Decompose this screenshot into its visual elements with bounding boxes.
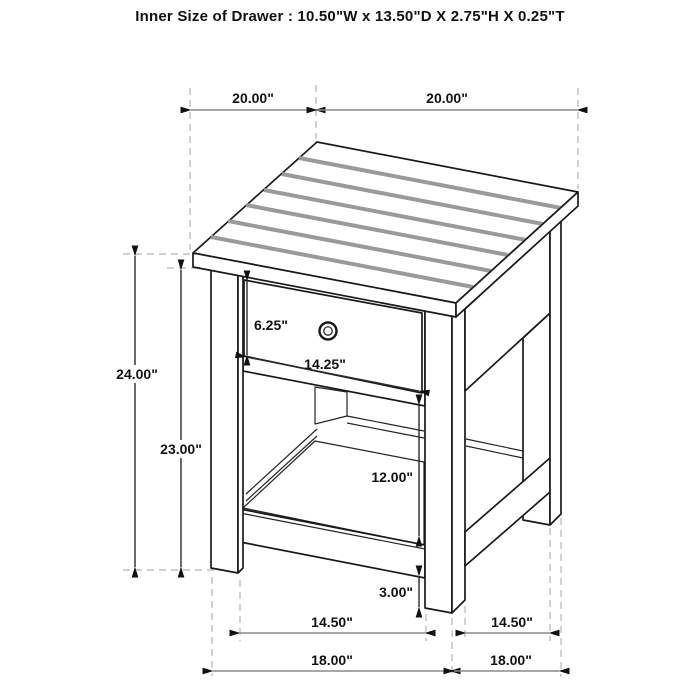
dim-label-opening-height: 12.00" [371,469,413,485]
dim-label-drawer-height: 6.25" [254,317,288,333]
west-leg [211,270,238,573]
dim-label-top-width: 20.00" [232,90,274,106]
page-title: Inner Size of Drawer : 10.50"W x 13.50"D X 2.75"H X 0.25"T [135,8,565,25]
dim-label-base-outer-depth: 18.00" [490,652,532,668]
dim-label-under-top-height: 23.00" [160,441,202,457]
dim-label-top-depth: 20.00" [426,90,468,106]
dim-label-base-outer-width: 18.00" [311,652,353,668]
west-leg-side [238,270,243,573]
dim-label-base-inner-depth: 14.50" [491,614,533,630]
dim-label-drawer-width: 14.25" [304,356,346,372]
south-leg [425,311,452,613]
back-leg [315,387,347,424]
dim-label-base-inner-width: 14.50" [311,614,353,630]
south-leg-side [452,304,465,613]
dim-label-overall-height: 24.00" [116,366,158,382]
drawer-knob-icon [320,323,337,340]
dim-label-foot-height: 3.00" [379,584,413,600]
east-leg [550,221,561,525]
